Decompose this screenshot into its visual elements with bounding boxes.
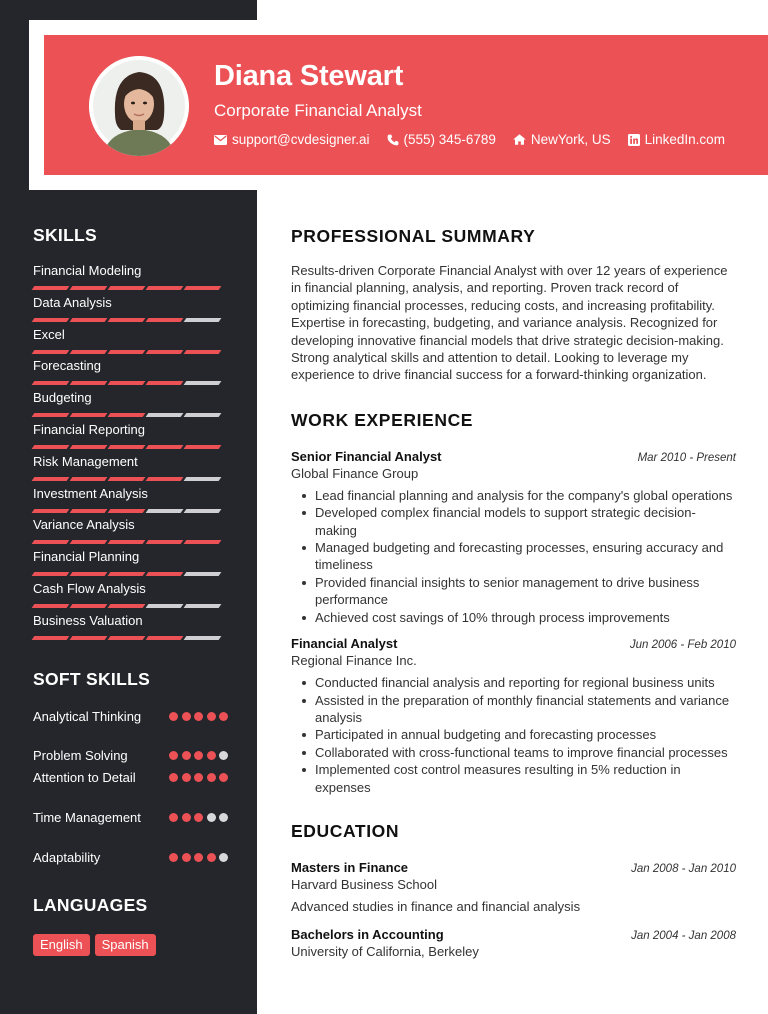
rating-dot: [182, 712, 191, 721]
rating-bar: [108, 286, 146, 290]
rating-dot: [182, 853, 191, 862]
soft-skill-rating-dots: [166, 773, 229, 782]
skill-name: Budgeting: [33, 390, 92, 406]
job-date: Jun 2006 - Feb 2010: [629, 639, 736, 652]
rating-bar: [70, 509, 108, 513]
skill-rating-bars: [33, 286, 233, 290]
skill-rating-bars: [33, 413, 233, 417]
rating-dot: [194, 813, 203, 822]
bullet-item: Managed budgeting and forecasting processes, ensuring accuracy and timeliness: [315, 539, 736, 574]
languages-heading: LANGUAGES: [33, 895, 148, 915]
soft-skill-item: [33, 809, 228, 849]
skill-name: Financial Planning: [33, 549, 140, 565]
candidate-title: Corporate Financial Analyst: [214, 101, 422, 120]
experience-heading: WORK EXPERIENCE: [291, 409, 474, 430]
rating-dot: [169, 712, 178, 721]
rating-bar: [32, 572, 70, 576]
rating-bar: [108, 318, 146, 322]
rating-bar: [32, 286, 70, 290]
skill-item: [33, 262, 233, 294]
skill-item: [33, 357, 233, 389]
rating-bar: [70, 540, 108, 544]
contact-phone-text: (555) 345-6789: [403, 132, 496, 147]
soft-skill-rating-dots: [166, 751, 229, 760]
bullet-item: Assisted in the preparation of monthly financial statements and variance analysis: [315, 692, 736, 727]
rating-dot: [169, 853, 178, 862]
rating-bar: [108, 636, 146, 640]
skill-name: Business Valuation: [33, 612, 143, 628]
rating-dot: [219, 773, 228, 782]
rating-dot: [207, 813, 216, 822]
contact-linkedin-text: LinkedIn.com: [644, 132, 725, 147]
rating-bar: [146, 540, 184, 544]
home-icon: [513, 134, 526, 145]
rating-bar: [146, 445, 184, 449]
job-company: Regional Finance Inc.: [291, 653, 417, 669]
rating-bar: [146, 636, 184, 640]
skill-rating-bars: [33, 318, 233, 322]
skill-rating-bars: [33, 445, 233, 449]
rating-dot: [194, 712, 203, 721]
soft-skill-rating-dots: [166, 813, 229, 822]
rating-dot: [182, 773, 191, 782]
skill-rating-bars: [33, 572, 233, 576]
skill-name: Excel: [33, 326, 65, 342]
bullet-item: Achieved cost savings of 10% through process improvements: [315, 609, 736, 626]
rating-bar: [32, 413, 70, 417]
education-heading: EDUCATION: [291, 820, 400, 841]
language-badge: Spanish: [95, 934, 156, 956]
bullet-item: Provided financial insights to senior management to drive business performance: [315, 574, 736, 609]
education-entry: [291, 926, 736, 960]
rating-bar: [146, 477, 184, 481]
job-role: Senior Financial Analyst: [291, 448, 442, 464]
skill-name: Financial Modeling: [33, 263, 142, 278]
skills-heading: SKILLS: [33, 225, 98, 245]
bullet-item: Lead financial planning and analysis for the company's global operations: [315, 487, 736, 504]
skill-item: [33, 421, 233, 453]
rating-bar: [184, 445, 222, 449]
skill-item: [33, 326, 233, 358]
contact-location: [513, 132, 611, 147]
job-entry: [291, 635, 736, 796]
job-entry: [291, 448, 736, 626]
rating-bar: [70, 636, 108, 640]
soft-skills-heading: SOFT SKILLS: [33, 669, 151, 689]
bullet-item: Developed complex financial models to support strategic decision-making: [315, 504, 736, 539]
rating-dot: [207, 712, 216, 721]
soft-skill-name: Adaptability: [33, 850, 101, 865]
profile-photo: [89, 56, 189, 156]
rating-bar: [184, 477, 222, 481]
job-role: Financial Analyst: [291, 636, 398, 652]
rating-dot: [219, 853, 228, 862]
rating-dot: [219, 712, 228, 721]
skill-item: [33, 453, 233, 485]
skill-rating-bars: [33, 350, 233, 354]
rating-bar: [32, 604, 70, 608]
skill-name: Cash Flow Analysis: [33, 580, 146, 596]
rating-bar: [32, 477, 70, 481]
rating-dot: [207, 751, 216, 760]
summary-text: Results-driven Corporate Financial Analyst with over 12 years of experience in financial planning, analysis, and reporting. Proven track record of optimizing financial processes, reducing costs, and increasing profitability. Expertise in forecasting, budgeting, and variance analysis. Recognized for developing innovative financial models that drive strategic decision-making. Strong analytical skills and attention to detail. Looking to leverage my experience to drive financial success for a forward-thinking organization.: [291, 263, 728, 383]
rating-bar: [184, 350, 222, 354]
rating-bar: [184, 509, 222, 513]
job-company: Global Finance Group: [291, 465, 419, 481]
rating-dot: [219, 813, 228, 822]
envelope-icon: [214, 135, 227, 145]
rating-bar: [184, 381, 222, 385]
rating-bar: [108, 381, 146, 385]
skill-name: Variance Analysis: [33, 517, 135, 533]
rating-bar: [70, 381, 108, 385]
skill-name: Investment Analysis: [33, 485, 148, 501]
skill-item: [33, 580, 233, 612]
rating-dot: [194, 853, 203, 862]
language-badge: English: [33, 934, 90, 956]
soft-skill-rating-dots: [166, 712, 229, 721]
rating-dot: [182, 813, 191, 822]
rating-dot: [169, 751, 178, 760]
rating-bar: [32, 445, 70, 449]
skill-name: Forecasting: [33, 358, 101, 374]
rating-bar: [184, 318, 222, 322]
rating-bar: [108, 477, 146, 481]
soft-skill-item: [33, 708, 228, 747]
rating-bar: [32, 540, 70, 544]
contact-phone[interactable]: [387, 132, 496, 147]
rating-bar: [108, 413, 146, 417]
rating-bar: [32, 381, 70, 385]
rating-bar: [108, 350, 146, 354]
education-date: Jan 2008 - Jan 2010: [631, 862, 736, 875]
rating-bar: [108, 540, 146, 544]
rating-bar: [70, 350, 108, 354]
contact-linkedin[interactable]: [628, 132, 725, 147]
rating-bar: [146, 286, 184, 290]
rating-bar: [70, 413, 108, 417]
candidate-name: Diana Stewart: [214, 60, 404, 92]
rating-dot: [169, 773, 178, 782]
rating-bar: [146, 572, 184, 576]
rating-bar: [32, 636, 70, 640]
soft-skill-name: Time Management: [33, 810, 141, 825]
soft-skills-list: [33, 708, 228, 871]
rating-bar: [146, 509, 184, 513]
languages-list: [33, 934, 161, 956]
rating-bar: [184, 636, 222, 640]
contact-row: [214, 132, 742, 147]
rating-bar: [70, 477, 108, 481]
skill-rating-bars: [33, 604, 233, 608]
contact-location-text: NewYork, US: [530, 132, 611, 147]
rating-bar: [184, 286, 222, 290]
skill-rating-bars: [33, 636, 233, 640]
job-bullets: [291, 674, 736, 796]
education-school: Harvard Business School: [291, 876, 437, 892]
contact-email-text: support@cvdesigner.ai: [232, 132, 370, 147]
education-date: Jan 2004 - Jan 2008: [631, 929, 736, 942]
rating-bar: [146, 604, 184, 608]
rating-dot: [219, 751, 228, 760]
skill-name: Risk Management: [33, 453, 138, 469]
skill-name: Data Analysis: [33, 294, 112, 310]
skill-item: [33, 389, 233, 421]
skill-rating-bars: [33, 477, 233, 481]
rating-bar: [146, 350, 184, 354]
rating-bar: [108, 509, 146, 513]
phone-icon: [387, 134, 399, 146]
rating-dot: [169, 813, 178, 822]
rating-bar: [70, 286, 108, 290]
rating-bar: [32, 318, 70, 322]
summary-heading: PROFESSIONAL SUMMARY: [291, 226, 536, 246]
rating-dot: [207, 773, 216, 782]
rating-dot: [182, 751, 191, 760]
soft-skill-name: Attention to Detail: [33, 770, 136, 785]
education-degree: Bachelors in Accounting: [291, 926, 444, 942]
rating-bar: [108, 445, 146, 449]
rating-bar: [70, 572, 108, 576]
job-date: Mar 2010 - Present: [637, 451, 736, 464]
skill-name: Financial Reporting: [33, 421, 146, 437]
rating-bar: [70, 445, 108, 449]
rating-bar: [146, 318, 184, 322]
rating-dot: [194, 773, 203, 782]
skill-item: [33, 516, 233, 548]
skill-item: [33, 612, 233, 644]
education-entry: [291, 859, 736, 915]
education-degree: Masters in Finance: [291, 859, 409, 875]
rating-bar: [184, 604, 222, 608]
rating-bar: [184, 540, 222, 544]
rating-dot: [194, 751, 203, 760]
contact-email[interactable]: [214, 132, 370, 147]
rating-bar: [146, 381, 184, 385]
rating-bar: [108, 604, 146, 608]
skill-rating-bars: [33, 540, 233, 544]
job-bullets: [291, 487, 736, 626]
rating-bar: [146, 413, 184, 417]
main-content: [291, 224, 736, 960]
skill-item: [33, 485, 233, 517]
rating-bar: [70, 604, 108, 608]
education-school: University of California, Berkeley: [291, 943, 479, 959]
skills-list: [33, 262, 233, 644]
linkedin-icon: [628, 134, 640, 146]
soft-skill-item: [33, 849, 228, 871]
soft-skill-name: Problem Solving: [33, 748, 128, 763]
rating-bar: [32, 350, 70, 354]
skill-item: [33, 548, 233, 580]
skill-item: [33, 294, 233, 326]
rating-bar: [108, 572, 146, 576]
bullet-item: Conducted financial analysis and reporting for regional business units: [315, 674, 736, 691]
rating-bar: [32, 509, 70, 513]
rating-bar: [184, 413, 222, 417]
skill-rating-bars: [33, 509, 233, 513]
rating-bar: [184, 572, 222, 576]
bullet-item: Participated in annual budgeting and forecasting processes: [315, 726, 736, 743]
rating-dot: [207, 853, 216, 862]
skill-rating-bars: [33, 381, 233, 385]
bullet-item: Implemented cost control measures resulting in 5% reduction in expenses: [315, 761, 736, 796]
soft-skill-name: Analytical Thinking: [33, 709, 142, 724]
bullet-item: Collaborated with cross-functional teams to improve financial processes: [315, 744, 736, 761]
soft-skill-rating-dots: [166, 853, 229, 862]
soft-skill-item: [33, 769, 228, 809]
rating-bar: [70, 318, 108, 322]
soft-skill-item: [33, 747, 228, 769]
education-description: Advanced studies in finance and financial analysis: [291, 898, 581, 914]
